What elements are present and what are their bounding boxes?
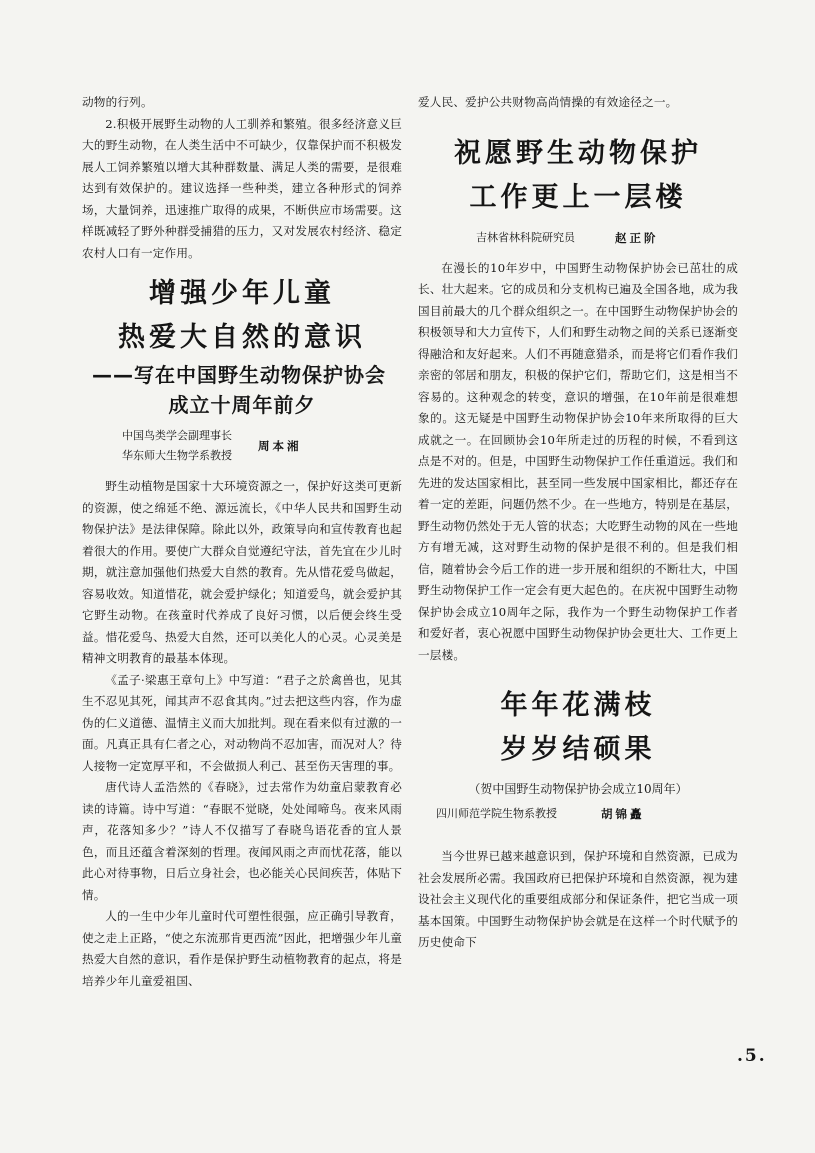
article-3-paragraph: 当今世界已越来越意识到，保护环境和自然资源，已成为社会发展所必需。我国政府已把保护环境和自然资源，视为建设社会主义现代化的重要组成部分和保证条件，把它当成一项基本国策。中国野生动物保护协会就是在这样一个时代赋予的历史使命下 xyxy=(418,849,738,949)
article-2-title-line-2: 工作更上一层楼 xyxy=(469,181,687,213)
paragraph-point-2: 2.积极开展野生动物的人工驯养和繁殖。很多经济意义巨大的野生动物，在人类生活中不可缺少，仅靠保护而不积极发展人工饲养繁殖以增大其种群数量、满足人类的需要，是很难达到有效保护的。建议选择一些种类，建立各种形式的饲养场，大量饲养，迅速推广取得的成果，不断供应市场需要。这样既减轻了野外种群受捕猎的压力，又对发展农村经济、稳定农村人口有一定作用。 xyxy=(82,116,402,260)
article-1-affiliations xyxy=(122,426,232,466)
article-3-author: 胡锦矗 xyxy=(601,807,645,821)
article-1-paragraph: 唐代诗人孟浩然的《春晓》，过去常作为幼童启蒙教育必读的诗篇。诗中写道：“春眠不觉晓，处处闻啼鸟。夜来风雨声，花落知多少？”诗人不仅描写了春晓鸟语花香的宜人景色，而且还蕴含着深刻的哲理。夜闻风雨之声而忧花落，能以此心对待事物，日后立身社会，也必能关心民间疾苦，体贴下情。 xyxy=(82,780,402,902)
article-3-title-line-2: 岁岁结硕果 xyxy=(500,734,656,765)
article-1-subtitle-line-1: ——写在中国野生动物保护协会 xyxy=(92,363,386,387)
paragraph-continuation: 爱人民、爱护公共财物高尚情操的有效途径之一。 xyxy=(418,95,678,109)
author-affiliation: 吉林省林科院研究员 xyxy=(476,230,575,244)
article-2-title-line-1: 祝愿野生动物保护 xyxy=(454,137,702,169)
right-column xyxy=(418,92,738,954)
author-affiliation: 四川师范学院生物系教授 xyxy=(436,807,557,820)
article-1-subtitle-line-2: 成立十周年前夕 xyxy=(168,393,316,417)
article-1-author: 周本湘 xyxy=(258,439,302,453)
article-1-paragraph: 野生动植物是国家十大环境资源之一，保护好这类可更新的资源，使之绵延不绝、源远流长，《中华人民共和国野生动物保护法》是法律保障。除此以外，政策导向和宣传教育也起着很大的作用。要使广大群众自觉遵纪守法，首先宜在少儿时期，就注意加强他们热爱大自然的教育。先从惜花爱鸟做起，容易收效。知道惜花，就会爱护绿化；知道爱鸟，就会爱护其它野生动物。在孩童时代养成了良好习惯，以后便会终生受益。惜花爱鸟、热爱大自然，还可以美化人的心灵。心灵美是精神文明教育的最基本体现。 xyxy=(82,479,402,665)
author-affiliation: 中国鸟类学会副理事长 xyxy=(122,429,232,442)
article-3-dedication: （贺中国野生动物保护协会成立10周年） xyxy=(468,782,688,796)
page-number: .5. xyxy=(737,1046,767,1066)
article-3-byline xyxy=(418,804,738,824)
article-3-title-line-1: 年年花满枝 xyxy=(500,690,656,721)
article-1-title-line-1: 增强少年儿童 xyxy=(149,278,335,309)
author-affiliation: 华东师大生物学系教授 xyxy=(122,449,232,462)
article-1-paragraph: 人的一生中少年儿童时代可塑性很强，应正确引导教育，使之走上正路，“使之东流那肯更西流”因此，把增强少年儿童热爱大自然的意识，看作是保护野生动植物教育的起点，将是培养少年儿童爱祖国、 xyxy=(82,909,402,988)
article-2-author: 赵正阶 xyxy=(615,230,659,245)
article-3-heading xyxy=(418,684,738,772)
left-column xyxy=(82,92,402,992)
article-1-paragraph: 《孟子·梁惠王章句上》中写道：“君子之於禽兽也，见其生不忍见其死，闻其声不忍食其肉。”过去把这些内容，作为虚伪的仁义道德、温情主义而大加批判。现在看来似有过激的一面。凡真正具有仁者之心，对动物尚不忍加害，而况对人？待人接物一定宽厚平和，不会做损人利己、甚至伤天害理的事。 xyxy=(82,672,402,773)
article-1-byline xyxy=(82,426,402,466)
article-1-heading xyxy=(82,272,402,420)
paragraph-top-continuation: 动物的行列。 xyxy=(82,95,153,109)
article-2-paragraph: 在漫长的10年岁中，中国野生动物保护协会已茁壮的成长、壮大起来。它的成员和分支机构已遍及全国各地，成为我国目前最大的几个群众组织之一。在中国野生动物保护协会的积极领导和大力宣传下，人们和野生动物之间的关系已逐渐变得融洽和友好起来。人们不再随意猎杀，而是将它们看作我们亲密的邻居和朋友，积极的保护它们，帮助它们，这是相当不容易的。这种观念的转变，意识的增强，在10年前是很难想象的。这无疑是中国野生动物保护协会10年来所取得的巨大成就之一。在回顾协会10年所走过的历程的时候，不看到这点是不对的。但是，中国野生动物保护工作任重道远。我们和先进的发达国家相比，甚至同一些发展中国家相比，都还存在着一定的差距，问题仍然不少。在一些地方，特别是在基层，野生动物仍然处于无人管的状态；大吃野生动物的风在一些地方有增无减，这对野生动物的保护是很不利的。但是我们相信，随着协会今后工作的进一步开展和组织的不断壮大，中国野生动物保护工作一定会有更大起色的。在庆祝中国野生动物保护协会成立10周年之际，我作为一个野生动物保护工作者和爱好者，衷心祝愿中国野生动物保护协会更壮大、工作更上一层楼。 xyxy=(418,260,738,662)
article-2-heading xyxy=(418,132,738,220)
article-1-title-line-2: 热爱大自然的意识 xyxy=(118,322,366,353)
article-2-byline xyxy=(418,228,738,248)
